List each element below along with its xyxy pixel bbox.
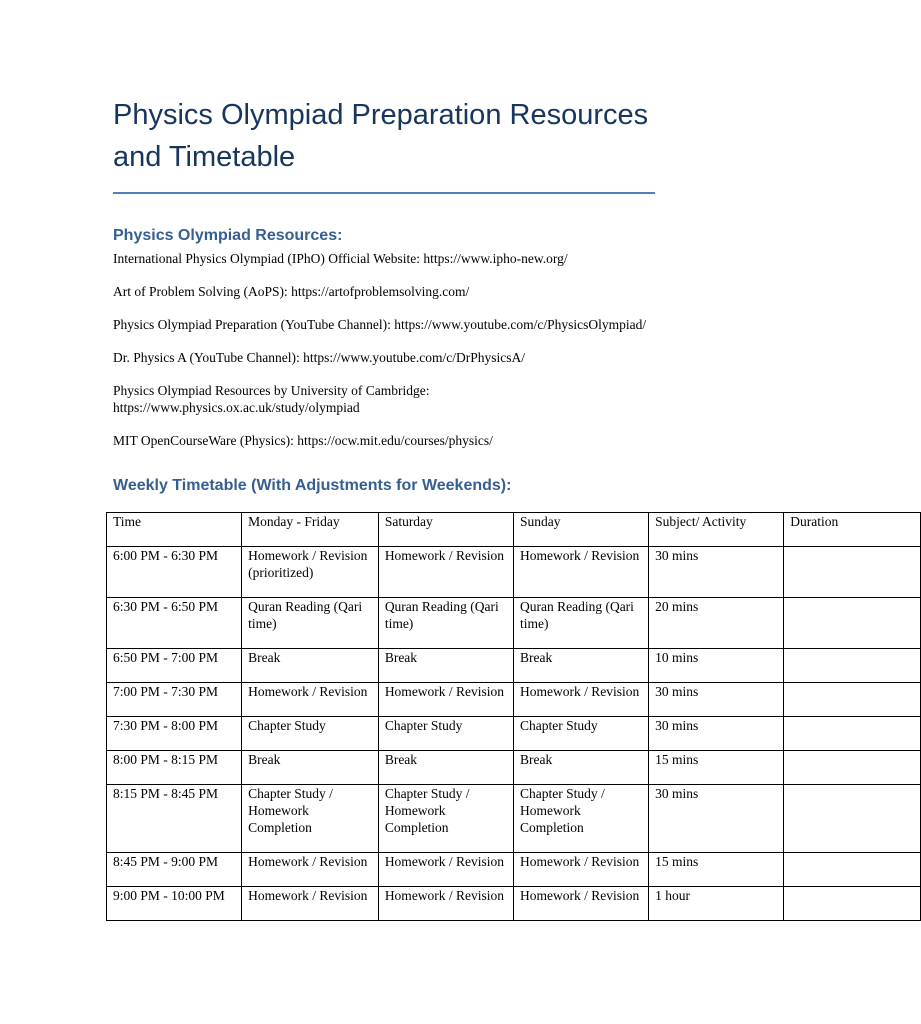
cell-saturday: Homework / Revision bbox=[378, 547, 513, 598]
column-header-weekday: Monday - Friday bbox=[242, 513, 379, 547]
cell-duration bbox=[784, 887, 921, 921]
cell-weekday: Chapter Study / Homework Completion bbox=[242, 785, 379, 853]
cell-saturday: Break bbox=[378, 751, 513, 785]
column-header-sunday: Sunday bbox=[513, 513, 648, 547]
cell-sunday: Break bbox=[513, 649, 648, 683]
cell-duration bbox=[784, 547, 921, 598]
cell-time: 7:00 PM - 7:30 PM bbox=[107, 683, 242, 717]
cell-saturday: Homework / Revision bbox=[378, 853, 513, 887]
title-divider bbox=[113, 192, 655, 194]
column-header-activity: Subject/ Activity bbox=[649, 513, 784, 547]
cell-duration bbox=[784, 717, 921, 751]
cell-sunday: Chapter Study / Homework Completion bbox=[513, 785, 648, 853]
table-row bbox=[107, 649, 921, 683]
cell-weekday: Homework / Revision bbox=[242, 683, 379, 717]
cell-activity: 1 hour bbox=[649, 887, 784, 921]
column-header-saturday: Saturday bbox=[378, 513, 513, 547]
cell-saturday: Homework / Revision bbox=[378, 683, 513, 717]
cell-weekday: Quran Reading (Qari time) bbox=[242, 598, 379, 649]
resource-item: Physics Olympiad Preparation (YouTube Channel): https://www.youtube.com/c/PhysicsOlympiad/ bbox=[113, 317, 647, 332]
cell-time: 9:00 PM - 10:00 PM bbox=[107, 887, 242, 921]
cell-sunday: Break bbox=[513, 751, 648, 785]
cell-saturday: Chapter Study bbox=[378, 717, 513, 751]
cell-weekday: Break bbox=[242, 751, 379, 785]
cell-duration bbox=[784, 683, 921, 717]
table-row bbox=[107, 785, 921, 853]
cell-time: 8:15 PM - 8:45 PM bbox=[107, 785, 242, 853]
cell-sunday: Chapter Study bbox=[513, 717, 648, 751]
cell-activity: 15 mins bbox=[649, 853, 784, 887]
resource-item: International Physics Olympiad (IPhO) Official Website: https://www.ipho-new.org/ bbox=[113, 251, 568, 266]
table-row bbox=[107, 547, 921, 598]
cell-weekday: Homework / Revision (prioritized) bbox=[242, 547, 379, 598]
cell-time: 6:30 PM - 6:50 PM bbox=[107, 598, 242, 649]
column-header-time: Time bbox=[107, 513, 242, 547]
cell-duration bbox=[784, 649, 921, 683]
cell-sunday: Homework / Revision bbox=[513, 547, 648, 598]
resource-item: Art of Problem Solving (AoPS): https://artofproblemsolving.com/ bbox=[113, 284, 470, 299]
cell-weekday: Homework / Revision bbox=[242, 853, 379, 887]
cell-duration bbox=[784, 751, 921, 785]
table-row bbox=[107, 751, 921, 785]
table-row bbox=[107, 717, 921, 751]
cell-weekday: Homework / Revision bbox=[242, 887, 379, 921]
cell-duration bbox=[784, 785, 921, 853]
resources-list bbox=[113, 250, 768, 449]
cell-saturday: Chapter Study / Homework Completion bbox=[378, 785, 513, 853]
cell-weekday: Break bbox=[242, 649, 379, 683]
resource-item: Dr. Physics A (YouTube Channel): https://www.youtube.com/c/DrPhysicsA/ bbox=[113, 350, 526, 365]
resources-heading: Physics Olympiad Resources: bbox=[113, 227, 343, 244]
cell-saturday: Quran Reading (Qari time) bbox=[378, 598, 513, 649]
weekly-timetable bbox=[106, 512, 921, 921]
column-header-duration: Duration bbox=[784, 513, 921, 547]
cell-activity: 30 mins bbox=[649, 683, 784, 717]
cell-time: 7:30 PM - 8:00 PM bbox=[107, 717, 242, 751]
table-row bbox=[107, 683, 921, 717]
cell-activity: 10 mins bbox=[649, 649, 784, 683]
cell-sunday: Quran Reading (Qari time) bbox=[513, 598, 648, 649]
table-row bbox=[107, 853, 921, 887]
table-row bbox=[107, 598, 921, 649]
cell-duration bbox=[784, 853, 921, 887]
cell-activity: 15 mins bbox=[649, 751, 784, 785]
cell-sunday: Homework / Revision bbox=[513, 887, 648, 921]
cell-activity: 20 mins bbox=[649, 598, 784, 649]
cell-weekday: Chapter Study bbox=[242, 717, 379, 751]
cell-sunday: Homework / Revision bbox=[513, 853, 648, 887]
cell-activity: 30 mins bbox=[649, 785, 784, 853]
cell-saturday: Break bbox=[378, 649, 513, 683]
cell-saturday: Homework / Revision bbox=[378, 887, 513, 921]
cell-time: 6:50 PM - 7:00 PM bbox=[107, 649, 242, 683]
resource-item: Physics Olympiad Resources by University of Cambridge: https://www.physics.ox.ac.uk/study/olympiad bbox=[113, 383, 430, 415]
cell-time: 8:00 PM - 8:15 PM bbox=[107, 751, 242, 785]
table-header-row bbox=[107, 513, 921, 547]
cell-activity: 30 mins bbox=[649, 717, 784, 751]
timetable-heading: Weekly Timetable (With Adjustments for Weekends): bbox=[113, 477, 512, 494]
resource-item: MIT OpenCourseWare (Physics): https://ocw.mit.edu/courses/physics/ bbox=[113, 433, 493, 448]
cell-sunday: Homework / Revision bbox=[513, 683, 648, 717]
document-title: Physics Olympiad Preparation Resources and Timetable bbox=[113, 99, 649, 173]
table-row bbox=[107, 887, 921, 921]
cell-activity: 30 mins bbox=[649, 547, 784, 598]
cell-time: 6:00 PM - 6:30 PM bbox=[107, 547, 242, 598]
cell-duration bbox=[784, 598, 921, 649]
cell-time: 8:45 PM - 9:00 PM bbox=[107, 853, 242, 887]
